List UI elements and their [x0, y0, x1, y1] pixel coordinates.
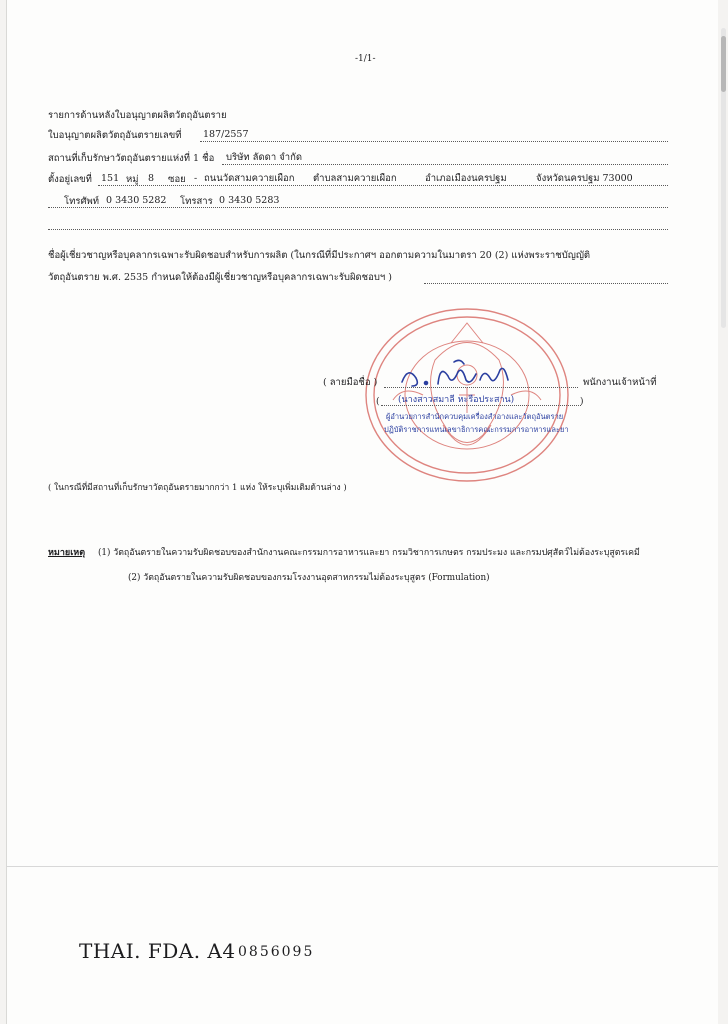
license-dotted-line — [200, 141, 668, 142]
position-line-2: ปฏิบัติราชการแทนเลขาธิการคณะกรรมการอาหารและยา — [384, 425, 569, 434]
fax-value: 0 3430 5283 — [219, 195, 280, 206]
address-label: ตั้งอยู่เลขที่ — [48, 174, 92, 185]
remarks-label: หมายเหตุ — [48, 548, 86, 558]
expert-paragraph-line-2: วัตถุอันตราย พ.ศ. 2535 กำหนดให้ต้องมีผู้เชี่ยวชาญหรือบุคลากรเฉพาะรับผิดชอบฯ ) — [48, 272, 392, 283]
signer-name-open: ( — [376, 397, 380, 407]
form-code: THAI. FDA. A4 — [79, 939, 236, 963]
signer-dotted-line — [381, 405, 581, 406]
soi-value: - — [194, 173, 198, 184]
fax-label: โทรสาร — [180, 196, 213, 207]
storage-label: สถานที่เก็บรักษาวัตถุอันตรายแห่งที่ 1 ชื่อ — [48, 153, 215, 164]
moo-label: หมู่ — [126, 174, 139, 185]
storage-dotted-line — [222, 164, 668, 165]
multi-site-note: ( ในกรณีที่มีสถานที่เก็บรักษาวัตถุอันตรายมากกว่า 1 แห่ง ให้ระบุเพิ่มเติมด้านล่าง ) — [48, 483, 347, 493]
moo-value: 8 — [148, 173, 155, 184]
serial-number: 0856095 — [238, 944, 315, 960]
bottom-separator — [6, 866, 718, 867]
province-value: จังหวัดนครปฐม 73000 — [536, 173, 633, 184]
signer-name-close: ) — [580, 397, 584, 407]
signature-label: ( ลายมือชื่อ ) — [323, 377, 378, 388]
handwritten-signature-icon — [396, 356, 516, 392]
scrollbar-thumb[interactable] — [721, 36, 726, 92]
officer-title: พนักงานเจ้าหน้าที่ — [583, 377, 657, 388]
road-value: ถนนวัดสามควายเผือก — [204, 173, 295, 184]
page-edge — [6, 0, 7, 1024]
license-number: 187/2557 — [203, 129, 249, 140]
soi-label: ซอย — [168, 174, 186, 185]
expert-dotted-line — [424, 283, 668, 284]
license-label: ใบอนุญาตผลิตวัตถุอันตรายเลขที่ — [48, 130, 182, 141]
tambon-value: ตำบลสามควายเผือก — [313, 173, 397, 184]
amphoe-value: อำเภอเมืองนครปฐม — [425, 173, 507, 184]
contact-dotted-line — [48, 207, 668, 208]
position-line-1: ผู้อำนวยการสำนักควบคุมเครื่องสำอางและวัตถุอันตราย — [386, 412, 564, 421]
phone-label: โทรศัพท์ — [64, 196, 100, 207]
expert-paragraph-line-1: ชื่อผู้เชี่ยวชาญหรือบุคลากรเฉพาะรับผิดชอบสำหรับการผลิต (ในกรณีที่มีประกาศฯ ออกตามความในมาตรา 20 (2) แห่งพระราชบัญญัติ — [48, 250, 591, 261]
blank-dotted-line — [48, 229, 668, 230]
storage-name: บริษัท ลัดดา จำกัด — [226, 152, 303, 163]
address-number: 151 — [101, 173, 120, 184]
remark-item-1: (1) วัตถุอันตรายในความรับผิดชอบของสำนักงานคณะกรรมการอาหารและยา กรมวิชาการเกษตร กรมประมง และกรมปศุสัตว์ไม่ต้องระบุสูตรเคมี — [98, 548, 640, 558]
page-number: -1/1- — [355, 54, 376, 64]
address-dotted-line — [98, 185, 668, 186]
document-title: รายการด้านหลังใบอนุญาตผลิตวัตถุอันตราย — [48, 110, 227, 121]
remark-item-2: (2) วัตถุอันตรายในความรับผิดชอบของกรมโรงงานอุตสาหกรรมไม่ต้องระบุสูตร (Formulation) — [128, 573, 490, 583]
signer-name: (นางสาวสมาลี หะรือประสาน) — [398, 395, 515, 405]
phone-value: 0 3430 5282 — [106, 195, 167, 206]
